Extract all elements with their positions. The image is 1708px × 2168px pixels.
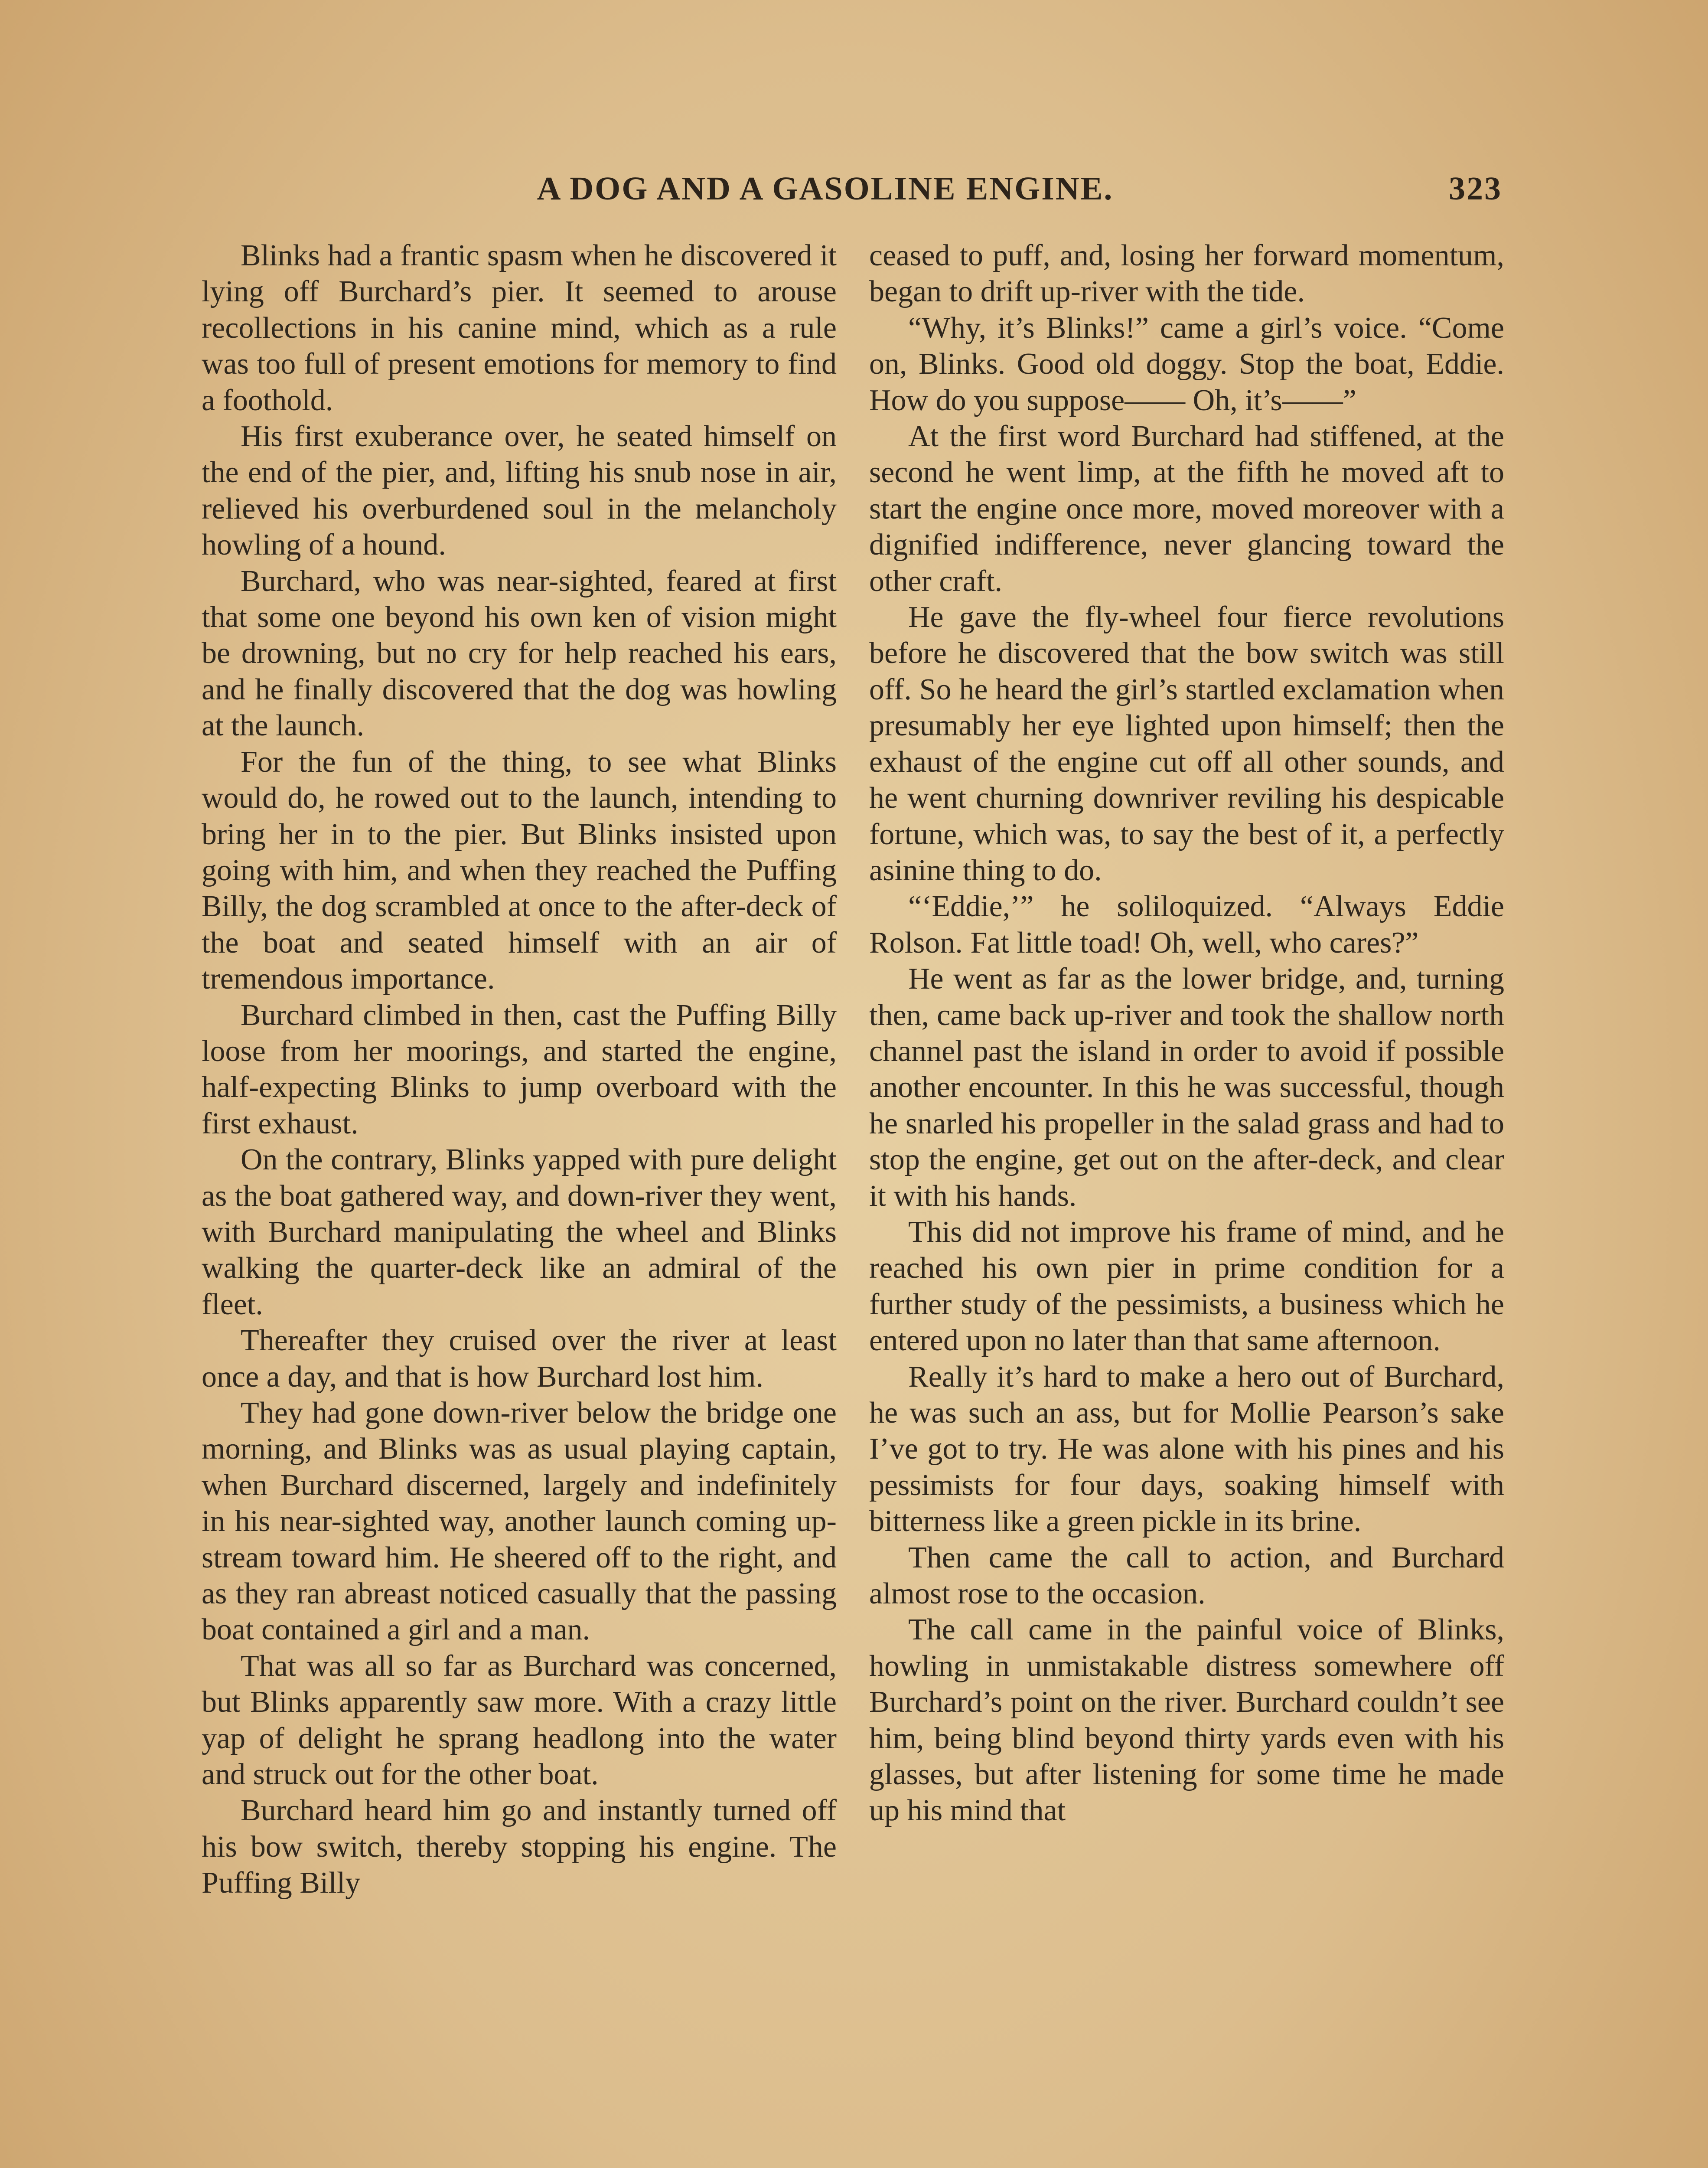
paragraph: For the fun of the thing, to see what Blinks would do, he rowed out to the launch, intending to bring her in to the pier. But Blinks insisted upon going with him, and when they reached the Puffing Billy, the dog scrambled at once to the after-deck of the boat and seated himself with an air of tremendous importance. — [202, 745, 837, 996]
paragraph: “‘Eddie,’” he soliloquized. “Always Eddie Rolson. Fat little toad! Oh, well, who cares?” — [869, 890, 1504, 960]
running-header — [202, 165, 1502, 212]
chapter-title: A DOG AND A GASOLINE ENGINE. — [537, 170, 1114, 207]
paragraph: Then came the call to action, and Burchard almost rose to the occasion. — [869, 1541, 1504, 1611]
paragraph: Really it’s hard to make a hero out of Burchard, he was such an ass, but for Mollie Pearson’s sake I’ve got to try. He was alone with his pines and his pessimists for four days, soaking himself with bitterness like a green pickle in its brine. — [869, 1360, 1504, 1538]
paragraph: Burchard, who was near-sighted, feared at first that some one beyond his own ken of vision might be drowning, but no cry for help reached his ears, and he finally discovered that the dog was howling at the launch. — [202, 564, 837, 743]
paragraph: That was all so far as Burchard was concerned, but Blinks apparently saw more. With a crazy little yap of delight he sprang headlong into the water and struck out for the other boat. — [202, 1649, 837, 1792]
paragraph: He went as far as the lower bridge, and, turning then, came back up-river and took the shallow north channel past the island in order to avoid if possible another encounter. In this he was successful, though he snarled his propeller in the salad grass and had to stop the engine, get out on the after-deck, and clear it with his hands. — [869, 962, 1504, 1213]
paragraph: “Why, it’s Blinks!” came a girl’s voice. “Come on, Blinks. Good old doggy. Stop the boat, Eddie. How do you suppose—— Oh, it’s——” — [869, 311, 1504, 417]
left-column — [202, 238, 837, 2168]
paragraph: They had gone down-river below the bridge one morning, and Blinks was as usual playing captain, when Burchard discerned, largely and indefinitely in his near-sighted way, another launch coming up-stream toward him. He sheered off to the right, and as they ran abreast noticed casually that the passing boat contained a girl and a man. — [202, 1396, 837, 1647]
paragraph: Burchard heard him go and instantly turned off his bow switch, thereby stopping his engine. The Puffing Billy — [202, 1794, 837, 1900]
paragraph: Thereafter they cruised over the river at least once a day, and that is how Burchard lost him. — [202, 1324, 837, 1394]
paragraph: Burchard climbed in then, cast the Puffing Billy loose from her moorings, and started the engine, half-expecting Blinks to jump overboard with the first exhaust. — [202, 998, 837, 1140]
paragraph: This did not improve his frame of mind, and he reached his own pier in prime condition for a further study of the pessimists, a business which he entered upon no later than that same afternoon. — [869, 1215, 1504, 1358]
right-column — [869, 238, 1504, 2168]
paragraph: The call came in the painful voice of Blinks, howling in unmistakable distress somewhere off Burchard’s point on the river. Burchard couldn’t see him, being blind beyond thirty yards even with his glasses, but after listening for some time he made up his mind that — [869, 1613, 1504, 1828]
paragraph: On the contrary, Blinks yapped with pure delight as the boat gathered way, and down-river they went, with Burchard manipulating the wheel and Blinks walking the quarter-deck like an admiral of the fleet. — [202, 1143, 837, 1321]
paragraph: He gave the fly-wheel four fierce revolutions before he discovered that the bow switch was still off. So he heard the girl’s startled exclamation when presumably her eye lighted upon himself; then the exhaust of the engine cut off all other sounds, and he went churning downriver reviling his despicable fortune, which was, to say the best of it, a perfectly asinine thing to do. — [869, 601, 1504, 887]
page-number: 323 — [1449, 170, 1502, 207]
paragraph: At the first word Burchard had stiffened, at the second he went limp, at the fifth he moved aft to start the engine once more, moved moreover with a dignified indifference, never glancing toward the other craft. — [869, 420, 1504, 598]
paragraph: His first exuberance over, he seated himself on the end of the pier, and, lifting his snub nose in air, relieved his overburdened soul in the melancholy howling of a hound. — [202, 420, 837, 562]
paragraph: Blinks had a frantic spasm when he discovered it lying off Burchard’s pier. It seemed to arouse recollections in his canine mind, which as a rule was too full of present emotions for memory to find a foothold. — [202, 239, 837, 417]
paragraph-continuation: ceased to puff, and, losing her forward momentum, began to drift up-river with the tide. — [869, 239, 1504, 309]
